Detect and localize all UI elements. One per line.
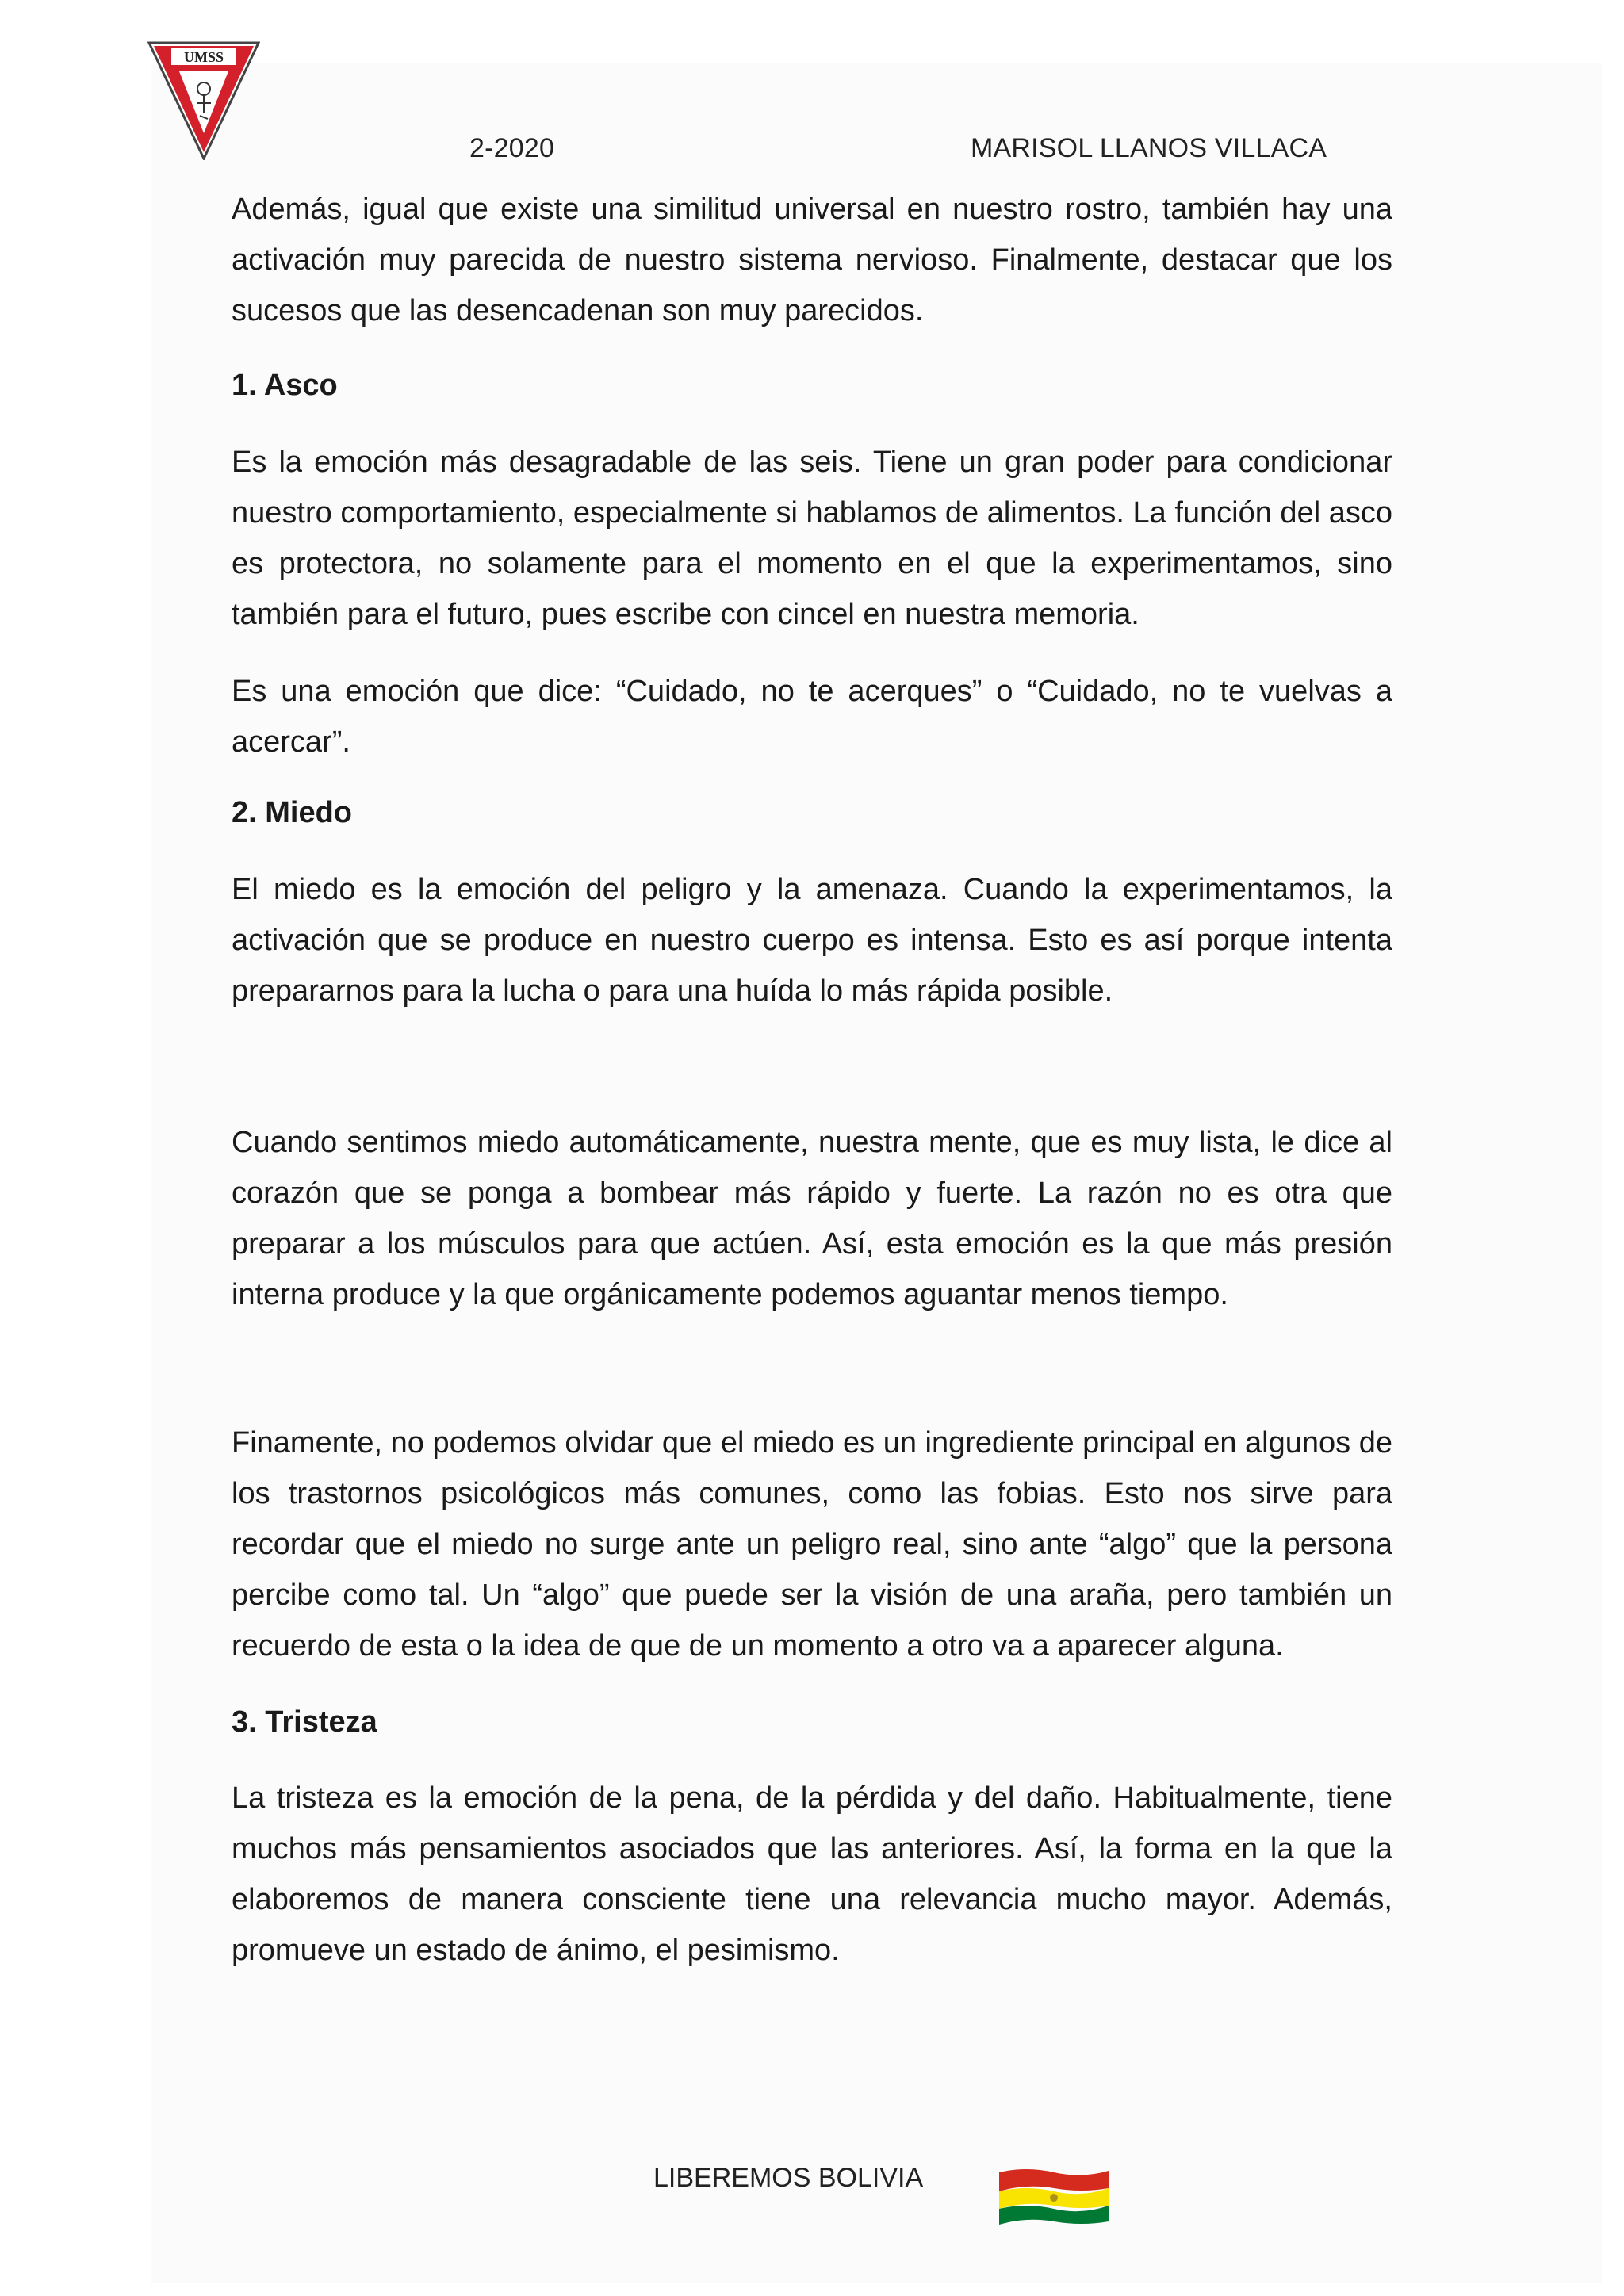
paragraph-asco-1: Es la emoción más desagradable de las seis. Tiene un gran poder para condicionar nuestro comportamiento, especialmente si hablamos de alimentos. La función del asco es protectora, no solamente para el momento en el que la experimentamos, sino también para el futuro, pues escribe con cincel en nuestra memoria. — [232, 446, 1392, 631]
logo-text: UMSS — [183, 49, 224, 65]
paragraph-miedo-3: Finamente, no podemos olvidar que el miedo es un ingrediente principal en algunos de los trastornos psicológicos más comunes, como las fobias. Esto nos sirve para recordar que el miedo no surge ante un peligro real, sino ante “algo” que la persona percibe como tal. Un “algo” que puede ser la visión de una araña, pero también un recuerdo de esta o la idea de que de un momento a otro va a aparecer alguna. — [232, 1426, 1392, 1663]
section-heading-miedo: 2. Miedo — [232, 796, 353, 829]
section-heading-tristeza: 3. Tristeza — [232, 1705, 377, 1739]
paragraph-asco-2: Es una emoción que dice: “Cuidado, no te acerques” o “Cuidado, no te vuelvas a acercar”. — [232, 675, 1392, 759]
header-author: MARISOL LLANOS VILLACA — [971, 133, 1327, 163]
paragraph-miedo-2: Cuando sentimos miedo automáticamente, nuestra mente, que es muy lista, le dice al corazón que se ponga a bombear más rápido y fuerte. La razón no es otra que preparar a los músculos para que actúen. Así, esta emoción es la que más presión interna produce y la que orgánicamente podemos aguantar menos tiempo. — [232, 1126, 1392, 1311]
header-period: 2-2020 — [469, 133, 555, 163]
bolivia-flag-icon — [994, 2164, 1113, 2226]
footer-text: LIBEREMOS BOLIVIA — [653, 2163, 924, 2193]
university-logo — [147, 40, 260, 160]
section-heading-asco: 1. Asco — [232, 369, 338, 402]
paragraph-tristeza-1: La tristeza es la emoción de la pena, de la pérdida y del daño. Habitualmente, tiene muchos más pensamientos asociados que las anteriores. Así, la forma en la que la elaboremos de manera consciente tiene una relevancia mucho mayor. Además, promueve un estado de ánimo, el pesimismo. — [232, 1781, 1392, 1967]
paragraph-miedo-1: El miedo es la emoción del peligro y la amenaza. Cuando la experimentamos, la activación que se produce en nuestro cuerpo es intensa. Esto es así porque intenta prepararnos para la lucha o para una huída lo más rápida posible. — [232, 873, 1392, 1008]
intro-paragraph: Además, igual que existe una similitud universal en nuestro rostro, también hay una activación muy parecida de nuestro sistema nervioso. Finalmente, destacar que los sucesos que las desencadenan son muy parecidos. — [232, 193, 1392, 327]
